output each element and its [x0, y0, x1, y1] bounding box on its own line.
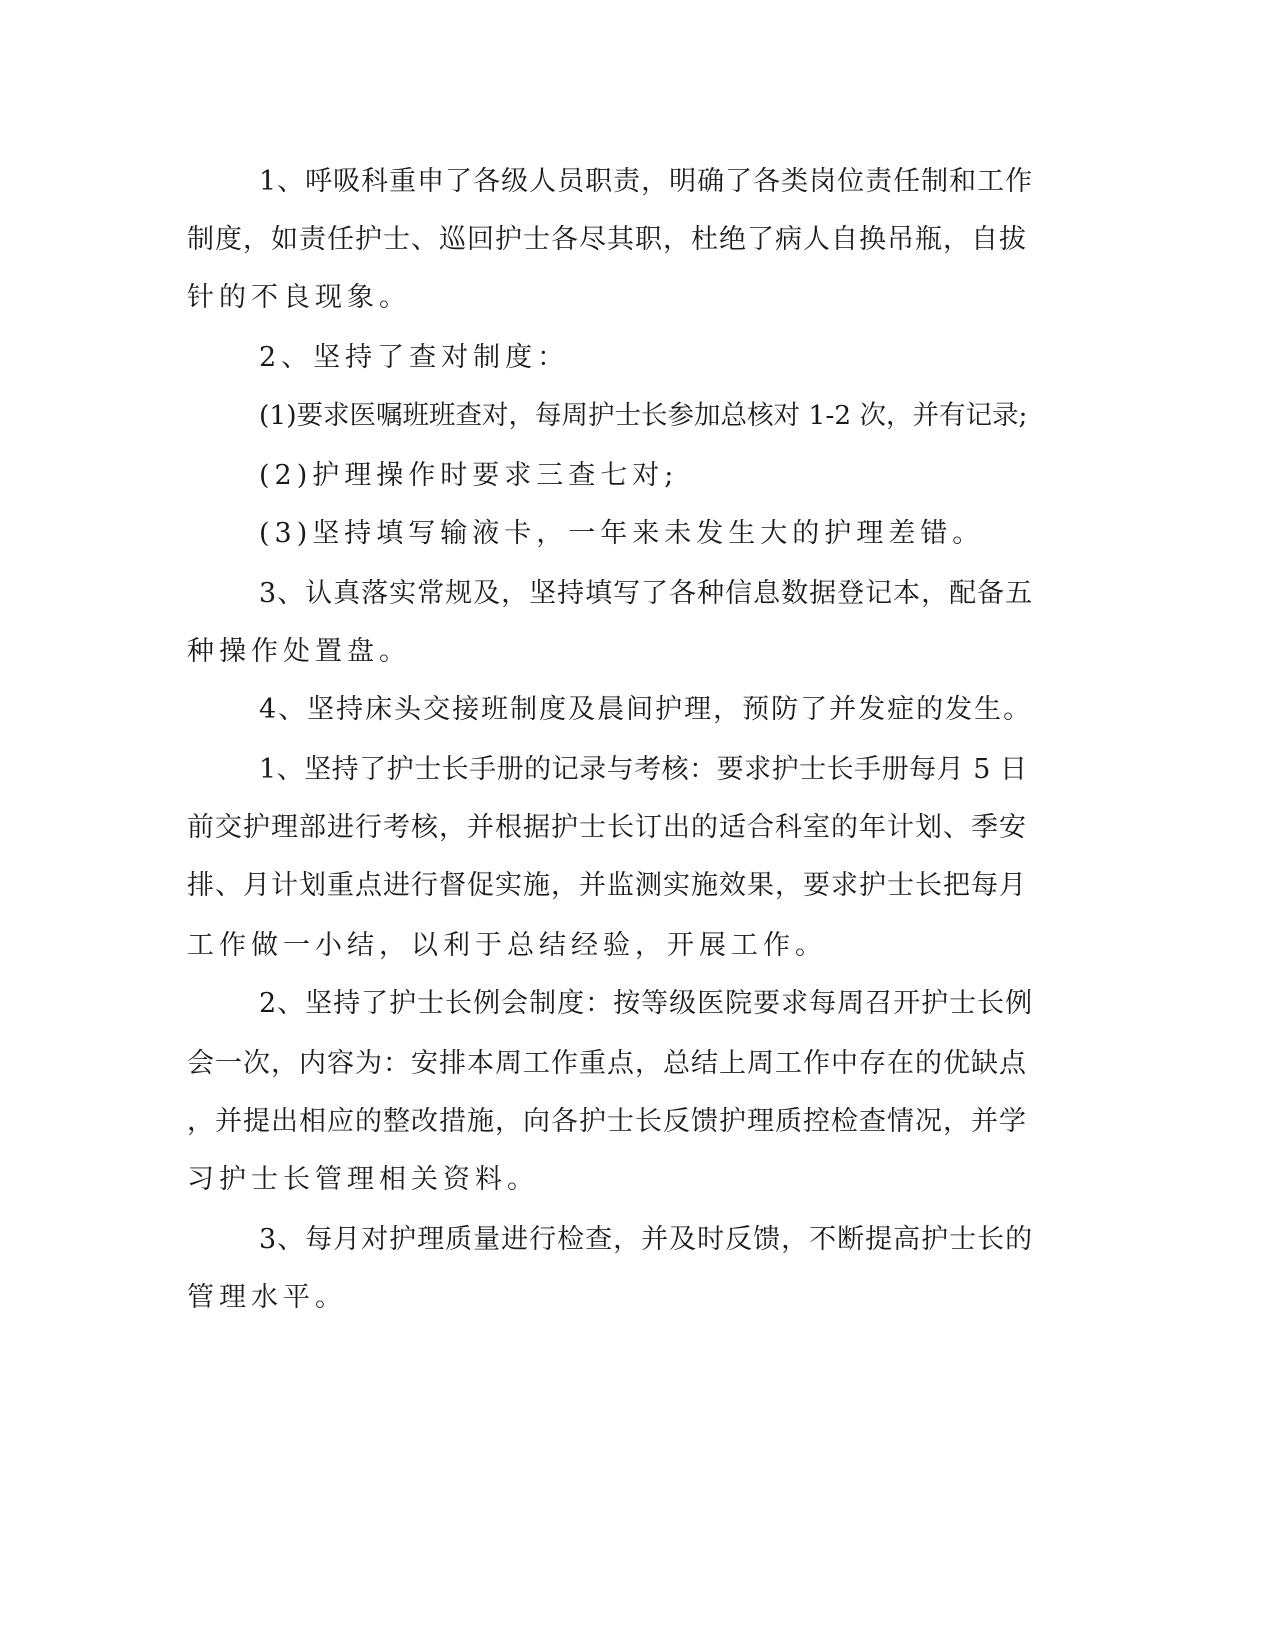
paragraph-line: 3、每月对护理质量进行检查，并及时反馈，不断提高护士长的 [259, 1224, 1034, 1255]
paragraph-line: 会一次，内容为：安排本周工作重点，总结上周工作中存在的优缺点 [187, 1048, 1027, 1079]
paragraph-line: 工作做一小结，以利于总结经验，开展工作。 [187, 930, 827, 961]
paragraph-line: 管理水平。 [187, 1282, 347, 1313]
paragraph-line: 种操作处置盘。 [187, 636, 411, 667]
paragraph-line: 1、呼吸科重申了各级人员职责，明确了各类岗位责任制和工作 [259, 166, 1034, 197]
paragraph-line: (3)坚持填写输液卡，一年来未发生大的护理差错。 [259, 518, 985, 549]
paragraph-line: 习护士长管理相关资料。 [187, 1164, 539, 1195]
paragraph-line: (2)护理操作时要求三查七对; [259, 460, 679, 491]
paragraph-line: 2、坚持了查对制度： [259, 342, 570, 373]
paragraph-line: 前交护理部进行考核，并根据护士长订出的适合科室的年计划、季安 [187, 812, 1027, 843]
paragraph-line: ，并提出相应的整改措施，向各护士长反馈护理质控检查情况，并学 [187, 1106, 1027, 1137]
paragraph-line: 针的不良现象。 [187, 282, 411, 313]
paragraph-line: 1、坚持了护士长手册的记录与考核：要求护士长手册每月 5 日 [259, 754, 1028, 785]
paragraph-line: 2、坚持了护士长例会制度：按等级医院要求每周召开护士长例 [259, 988, 1034, 1019]
paragraph-line: 3、认真落实常规及，坚持填写了各种信息数据登记本，配备五 [259, 578, 1034, 609]
paragraph-line: 制度，如责任护士、巡回护士各尽其职，杜绝了病人自换吊瓶，自拔 [187, 224, 1027, 255]
paragraph-line: 排、月计划重点进行督促实施，并监测实施效果，要求护士长把每月 [187, 870, 1027, 901]
paragraph-line: 4、坚持床头交接班制度及晨间护理，预防了并发症的发生。 [259, 694, 1033, 725]
paragraph-line: (1)要求医嘱班班查对，每周护士长参加总核对 1-2 次，并有记录; [259, 400, 1028, 431]
